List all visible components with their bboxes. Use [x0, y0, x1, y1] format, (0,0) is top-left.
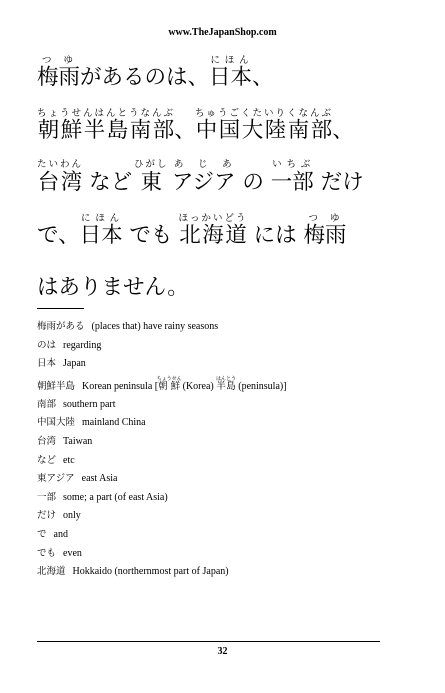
- word-nihon: 日本にほん: [209, 55, 253, 90]
- word-chosen-hanto-nanbu: 朝鮮半島南部ちょうせんはんとうなんぶ: [37, 107, 176, 143]
- passage-line-5: [37, 262, 437, 315]
- vocab-definition: some; a part (of east Asia): [63, 491, 168, 503]
- passage-text: など: [89, 170, 139, 195]
- vocab-item: [37, 563, 437, 582]
- passage-line-4: [37, 210, 437, 263]
- passage-text: があるのは、: [80, 65, 210, 90]
- footer-divider: [37, 641, 380, 642]
- vocab-item: [37, 355, 437, 374]
- vocab-item: [37, 396, 437, 415]
- passage-text: だけ: [313, 170, 364, 195]
- word-higashi: 東ひがし: [133, 159, 169, 195]
- vocab-item: [37, 318, 437, 337]
- vocab-item: [37, 507, 437, 526]
- vocab-item: [37, 526, 437, 545]
- vocab-definition: Korean peninsula [朝鮮ちょうせん (Korea) 半島はんとう (peninsula)]: [82, 375, 287, 392]
- vocab-item: [37, 489, 437, 508]
- vocab-definition: Hokkaido (northernmost part of Japan): [72, 566, 229, 578]
- passage-line-2: [37, 105, 437, 158]
- word-hokkaido: 北海道ほっかいどう: [178, 212, 248, 248]
- vocab-definition: and: [53, 528, 68, 540]
- vocab-term: だけ: [37, 510, 57, 522]
- word-chugoku-tairiku-nanbu: 中国大陸南部ちゅうごくたいりくなんぶ: [195, 107, 334, 143]
- vocab-item: [37, 337, 437, 356]
- passage-text: の: [235, 170, 271, 195]
- vocab-term: で: [37, 528, 47, 540]
- vocab-term: 東アジア: [37, 473, 75, 485]
- vocab-term: 中国大陸: [37, 417, 76, 429]
- passage-text: 、: [174, 117, 196, 143]
- vocab-item: [37, 433, 437, 452]
- vocab-term: 一部: [37, 491, 57, 503]
- passage-text: でも: [122, 222, 180, 248]
- word-ichibu: 一部いちぶ: [270, 159, 314, 195]
- vocab-item: [37, 414, 437, 433]
- word-tsuyu: 梅雨つゆ: [37, 55, 81, 90]
- vocab-term: 日本: [37, 358, 57, 370]
- passage-line-3: [37, 157, 437, 210]
- passage-text: 、: [252, 65, 274, 90]
- vocab-term: 梅雨がある: [37, 321, 85, 332]
- vocab-definition: (places that) have rainy seasons: [91, 321, 219, 332]
- passage-text: には: [246, 222, 304, 248]
- passage-line-1: [37, 52, 437, 105]
- vocab-item: [37, 374, 437, 396]
- vocab-term: でも: [37, 547, 57, 559]
- vocab-item: [37, 545, 437, 564]
- vocab-definition: only: [63, 510, 81, 522]
- reading-passage: [37, 52, 437, 315]
- word-tsuyu: 梅雨つゆ: [303, 212, 347, 248]
- vocab-definition: Taiwan: [63, 435, 93, 447]
- vocab-definition: Japan: [63, 358, 86, 370]
- section-divider: [37, 308, 84, 309]
- vocab-definition: southern part: [63, 398, 116, 410]
- vocab-definition: east Asia: [81, 473, 118, 485]
- vocab-term: 南部: [37, 398, 57, 410]
- vocab-item: [37, 452, 437, 471]
- page-number: 32: [217, 646, 228, 657]
- passage-text: で、: [37, 222, 80, 248]
- vocab-term: のは: [37, 339, 57, 351]
- vocab-term: など: [37, 454, 57, 466]
- passage-text: [165, 170, 172, 195]
- word-nihon: 日本にほん: [79, 212, 123, 248]
- vocab-definition: regarding: [63, 339, 102, 351]
- vocab-definition: mainland China: [82, 417, 146, 429]
- passage-text: 、: [332, 117, 354, 143]
- vocab-term: 台湾: [37, 435, 57, 447]
- word-asia: アジアあ じ あ: [171, 159, 236, 195]
- site-url: www.TheJapanShop.com: [168, 27, 277, 38]
- vocab-item: [37, 470, 437, 489]
- passage-text: はありません。: [37, 275, 189, 300]
- vocab-term: 北海道: [37, 566, 66, 578]
- word-taiwan: 台湾たいわん: [37, 159, 84, 195]
- vocabulary-list: [37, 318, 437, 582]
- vocab-term: 朝鮮半島: [37, 380, 76, 392]
- vocab-definition: even: [63, 547, 82, 559]
- vocab-definition: etc: [63, 454, 75, 466]
